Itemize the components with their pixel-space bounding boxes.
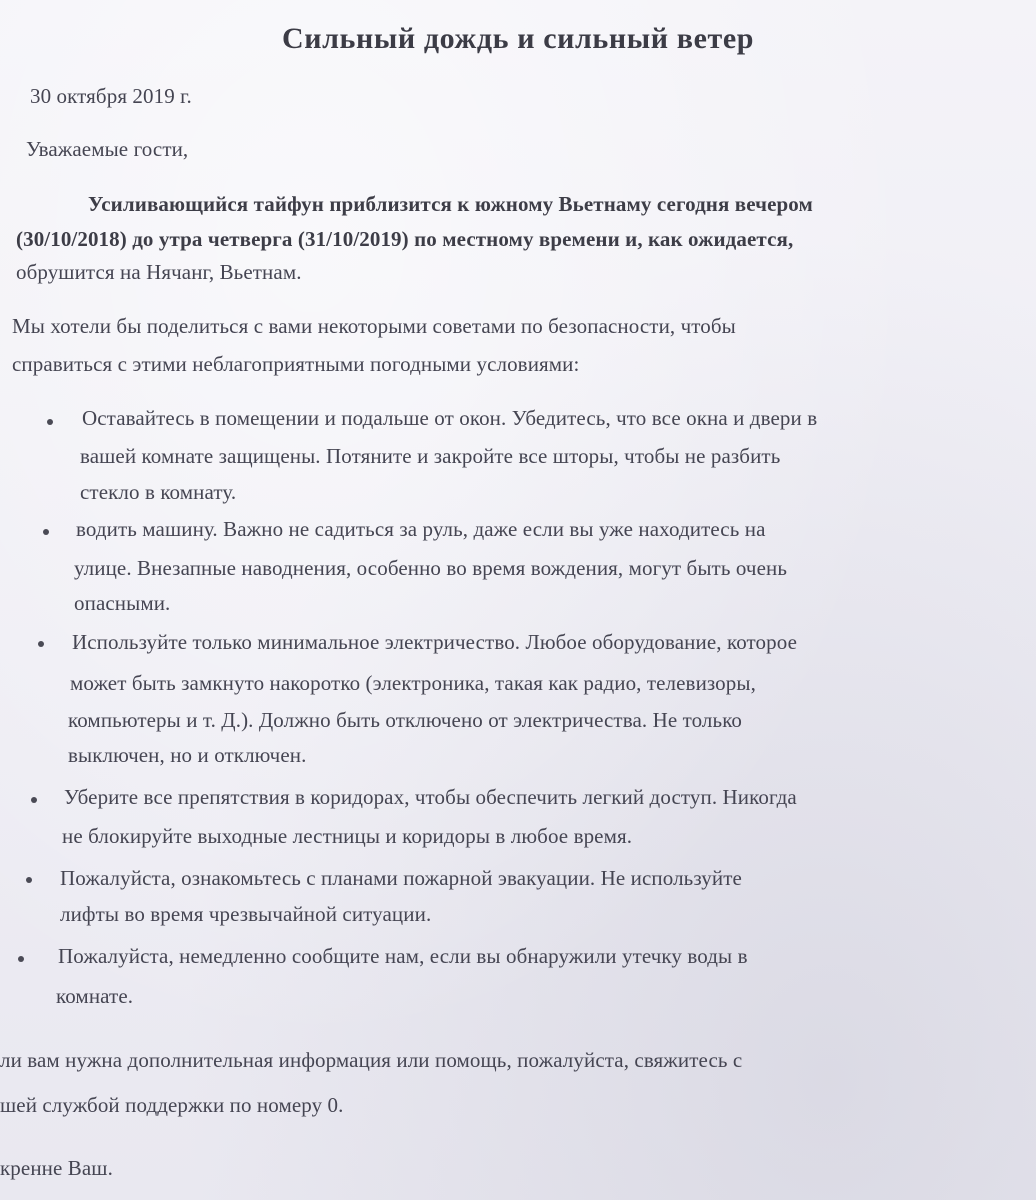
bullet-line: улице. Внезапные наводнения, особенно во время вождения, могут быть очень [74, 556, 788, 580]
advice-intro-line: Мы хотели бы поделиться с вами некоторыми советами по безопасности, чтобы [12, 314, 736, 338]
intro-line: обрушится на Нячанг, Вьетнам. [16, 260, 302, 284]
bullet-line: лифты во время чрезвычайной ситуации. [60, 902, 432, 926]
bullet-dot [31, 797, 37, 803]
bullet-dot [26, 877, 32, 883]
bullet-line: комнате. [56, 984, 134, 1008]
document-title: Сильный дождь и сильный ветер [281, 22, 755, 55]
bullet-line: вашей комнате защищены. Потяните и закройте все шторы, чтобы не разбить [80, 444, 781, 468]
bullet-line: может быть замкнуто накоротко (электроника, такая как радио, телевизоры, [70, 671, 756, 695]
advice-intro-line: справиться с этими неблагоприятными погодными условиями: [12, 352, 580, 376]
bullet-line: Пожалуйста, ознакомьтесь с планами пожарной эвакуации. Не используйте [60, 866, 742, 890]
bullet-line: выключен, но и отключен. [68, 743, 307, 767]
bullet-line: не блокируйте выходные лестницы и коридоры в любое время. [62, 824, 633, 848]
bullet-line: стекло в комнату. [80, 480, 237, 504]
bullet-line: Оставайтесь в помещении и подальше от окон. Убедитесь, что все окна и двери в [82, 406, 818, 430]
bullet-dot [43, 529, 49, 535]
intro-line: Усиливающийся тайфун приблизится к южному Вьетнаму сегодня вечером [88, 192, 813, 216]
document-date: 30 октября 2019 г. [30, 84, 192, 108]
intro-line: (30/10/2018) до утра четверга (31/10/2019) по местному времени и, как ожидается, [16, 227, 794, 251]
bullet-line: Уберите все препятствия в коридорах, чтобы обеспечить легкий доступ. Никогда [64, 785, 797, 809]
bullet-line: компьютеры и т. Д.). Должно быть отключено от электричества. Не только [68, 708, 743, 732]
bullet-line: опасными. [74, 591, 171, 615]
bullet-dot [47, 419, 53, 425]
signoff: кренне Ваш. [0, 1156, 113, 1180]
bullet-line: Используйте только минимальное электричество. Любое оборудование, которое [72, 630, 798, 654]
bullet-dot [18, 956, 24, 962]
closing-line: шей службой поддержки по номеру 0. [0, 1093, 344, 1117]
bullet-dot [38, 641, 44, 647]
bullet-line: водить машину. Важно не садиться за руль, даже если вы уже находитесь на [76, 517, 766, 541]
greeting: Уважаемые гости, [26, 137, 189, 161]
closing-line: ли вам нужна дополнительная информация или помощь, пожалуйста, свяжитесь с [0, 1048, 743, 1072]
bullet-line: Пожалуйста, немедленно сообщите нам, если вы обнаружили утечку воды в [58, 944, 748, 968]
